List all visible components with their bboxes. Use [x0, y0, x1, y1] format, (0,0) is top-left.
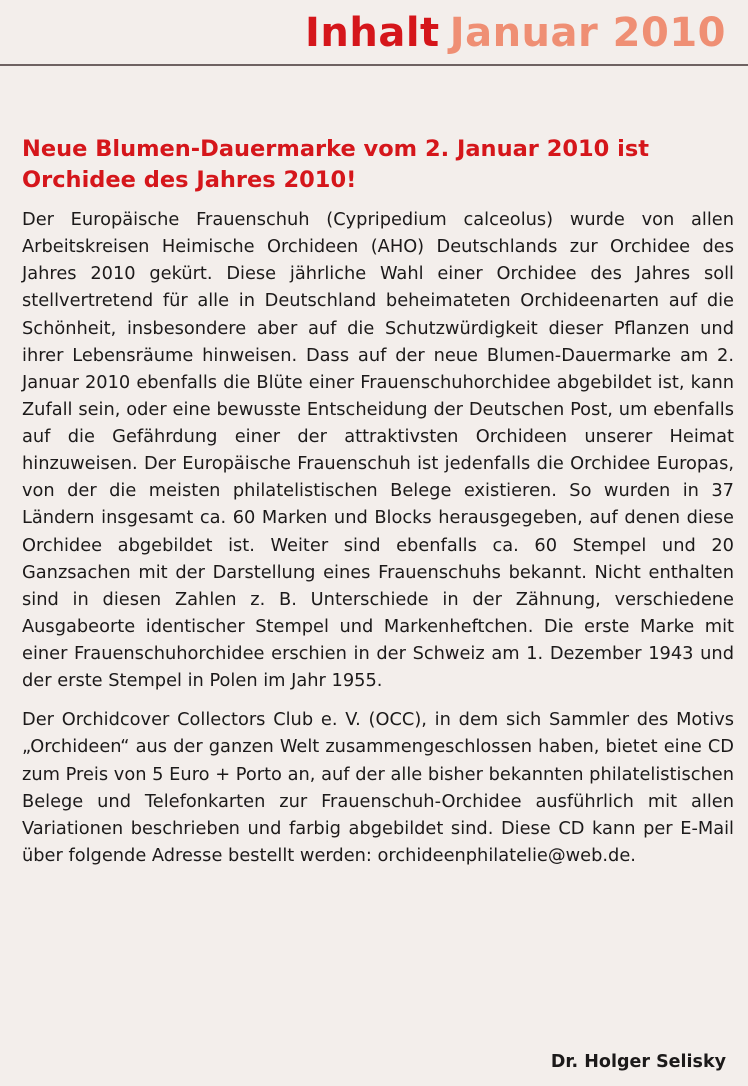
article-body — [22, 206, 734, 869]
article-author: Dr. Holger Selisky — [550, 1052, 726, 1072]
header-divider — [0, 64, 748, 66]
issue-title — [305, 10, 726, 56]
article-paragraph: Der Orchidcover Collectors Club e. V. (OCC), in dem sich Sammler des Motivs „Orchideen“ aus der ganzen Welt zusammengeschlossen haben, bietet eine CD zum Preis von 5 Euro + Porto an, auf der alle bisher bekannten philatelistischen Belege und Telefonkarten zur Frauenschuh-Orchidee ausführlich mit allen Variationen beschrieben und farbig abgebildet sind. Diese CD kann per E-Mail über folgende Adresse bestellt werden: orchideenphilatelie@web.de. — [22, 709, 734, 866]
issue-title-contents: Inhalt — [305, 10, 440, 56]
article-headline: Neue Blumen-Dauermarke vom 2. Januar 2010 ist Orchidee des Jahres 2010! — [22, 136, 650, 194]
article-paragraph: Der Europäische Frauenschuh (Cypripedium calceolus) wurde von allen Arbeitskreisen Heimische Orchideen (AHO) Deutschlands zur Orchidee des Jahres 2010 gekürt. Diese jährliche Wahl einer Orchidee des Jahres soll stellvertretend für alle in Deutschland beheimateten Orchideenarten auf die Schönheit, insbesondere aber auf die Schutzwürdigkeit dieser Pflanzen und ihrer Lebensräume hinweisen. Dass auf der neue Blumen-Dauermarke am 2. Januar 2010 ebenfalls die Blüte einer Frauenschuhorchidee abgebildet ist, kann Zufall sein, oder eine bewusste Entscheidung der Deutschen Post, um ebenfalls auf die Gefährdung einer der attraktivsten Orchideen unserer Heimat hinzuweisen. Der Europäische Frauenschuh ist jedenfalls die Orchidee Europas, von der die meisten philatelistischen Belege existieren. So wurden in 37 Ländern insgesamt ca. 60 Marken und Blocks herausgegeben, auf denen diese Orchidee abgebildet ist. Weiter sind ebenfalls ca. 60 Stempel und 20 Ganzsachen mit der Darstellung eines Frauenschuhs bekannt. Nicht enthalten sind in diesen Zahlen z. B. Unterschiede in der Zähnung, verschiedene Ausgabeorte identischer Stempel und Markenheftchen. Die erste Marke mit einer Frauenschuhorchidee erschien in der Schweiz am 1. Dezember 1943 und der erste Stempel in Polen im Jahr 1955. — [22, 209, 734, 692]
issue-title-date: Januar 2010 — [449, 10, 726, 56]
